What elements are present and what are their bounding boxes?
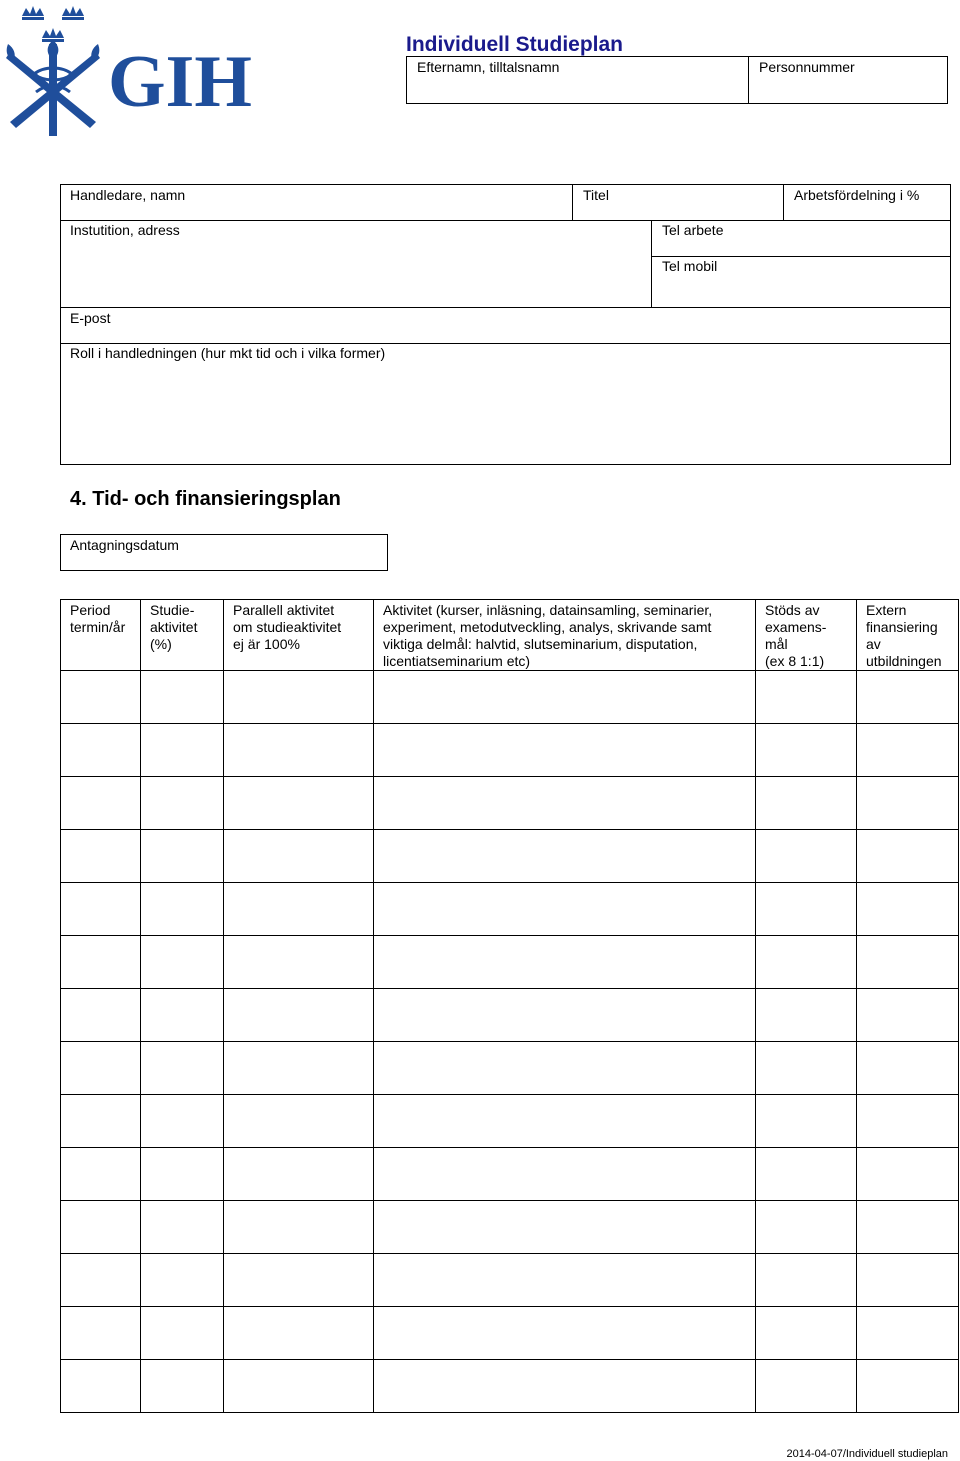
table-cell[interactable] <box>61 777 141 830</box>
table-cell[interactable] <box>224 989 374 1042</box>
gih-logo <box>4 4 256 138</box>
table-cell[interactable] <box>61 1360 141 1413</box>
table-cell[interactable] <box>374 671 756 724</box>
logo-text: GIH <box>108 41 252 123</box>
table-cell[interactable] <box>756 883 857 936</box>
table-cell[interactable] <box>141 1095 224 1148</box>
divider <box>572 184 573 220</box>
table-row <box>61 724 959 777</box>
table-cell[interactable] <box>141 1254 224 1307</box>
table-cell[interactable] <box>374 1095 756 1148</box>
table-row <box>61 989 959 1042</box>
table-cell[interactable] <box>756 936 857 989</box>
table-cell[interactable] <box>224 1201 374 1254</box>
table-row <box>61 1042 959 1095</box>
table-row <box>61 883 959 936</box>
table-cell[interactable] <box>756 830 857 883</box>
table-cell[interactable] <box>141 1042 224 1095</box>
table-cell[interactable] <box>857 724 959 777</box>
table-cell[interactable] <box>374 883 756 936</box>
table-cell[interactable] <box>141 989 224 1042</box>
footer-text: 2014-04-07/Individuell studieplan <box>786 1448 948 1460</box>
surname-label: Efternamn, tilltalsnamn <box>417 59 560 75</box>
table-cell[interactable] <box>756 1307 857 1360</box>
table-cell[interactable] <box>224 1360 374 1413</box>
table-cell[interactable] <box>224 777 374 830</box>
table-cell[interactable] <box>857 1307 959 1360</box>
table-cell[interactable] <box>374 1042 756 1095</box>
table-cell[interactable] <box>857 1148 959 1201</box>
table-cell[interactable] <box>224 830 374 883</box>
table-cell[interactable] <box>224 1095 374 1148</box>
table-cell[interactable] <box>224 1307 374 1360</box>
table-cell[interactable] <box>756 1042 857 1095</box>
table-cell[interactable] <box>61 1095 141 1148</box>
column-header-parallel-activity: Parallell aktivitet om studieaktivitet ej är 100% <box>224 600 374 671</box>
divider <box>60 343 951 344</box>
table-cell[interactable] <box>61 936 141 989</box>
table-cell[interactable] <box>61 1148 141 1201</box>
table-cell[interactable] <box>756 1254 857 1307</box>
table-cell[interactable] <box>141 936 224 989</box>
table-cell[interactable] <box>857 1042 959 1095</box>
table-cell[interactable] <box>374 724 756 777</box>
table-cell[interactable] <box>61 1201 141 1254</box>
table-cell[interactable] <box>224 671 374 724</box>
divider <box>783 184 784 220</box>
section-heading: 4. Tid- och finansieringsplan <box>70 488 341 510</box>
table-cell[interactable] <box>61 671 141 724</box>
table-cell[interactable] <box>857 1201 959 1254</box>
table-row <box>61 671 959 724</box>
table-cell[interactable] <box>224 1254 374 1307</box>
table-cell[interactable] <box>857 671 959 724</box>
column-header-period: Period termin/år <box>61 600 141 671</box>
table-cell[interactable] <box>857 936 959 989</box>
table-cell[interactable] <box>756 1148 857 1201</box>
table-cell[interactable] <box>857 989 959 1042</box>
table-cell[interactable] <box>141 883 224 936</box>
tel-work-label: Tel arbete <box>662 222 724 238</box>
column-header-activity: Aktivitet (kurser, inläsning, datainsamling, seminarier, experiment, metodutveckling, analys, skrivande samt viktiga delmål: halvtid, slutseminarium, disputation, licentiatseminarium etc) <box>374 600 756 671</box>
supervisor-name-label: Handledare, namn <box>70 187 186 203</box>
divider <box>748 56 749 104</box>
divider <box>60 220 951 221</box>
table-cell[interactable] <box>61 1307 141 1360</box>
table-row <box>61 936 959 989</box>
table-cell[interactable] <box>141 1307 224 1360</box>
document-title: Individuell Studieplan <box>406 33 624 56</box>
table-cell[interactable] <box>61 989 141 1042</box>
table-cell[interactable] <box>756 1201 857 1254</box>
divider <box>60 307 951 308</box>
tel-mobile-label: Tel mobil <box>662 258 718 274</box>
personal-number-label: Personnummer <box>759 59 855 75</box>
table-cell[interactable] <box>857 777 959 830</box>
table-cell[interactable] <box>224 883 374 936</box>
table-row <box>61 1095 959 1148</box>
table-cell[interactable] <box>61 724 141 777</box>
table-cell[interactable] <box>224 1148 374 1201</box>
table-cell[interactable] <box>374 830 756 883</box>
table-cell[interactable] <box>857 1360 959 1413</box>
table-row <box>61 1254 959 1307</box>
table-header-row <box>61 600 959 671</box>
table-body <box>61 671 959 1413</box>
time-funding-plan-table <box>60 599 959 1413</box>
table-cell[interactable] <box>374 1254 756 1307</box>
table-cell[interactable] <box>141 1148 224 1201</box>
table-row <box>61 1148 959 1201</box>
column-header-degree-goals: Stöds av examens- mål (ex 8 1:1) <box>756 600 857 671</box>
table-cell[interactable] <box>857 1254 959 1307</box>
supervision-role-label: Roll i handledningen (hur mkt tid och i vilka former) <box>70 345 386 361</box>
table-cell[interactable] <box>374 1307 756 1360</box>
table-cell[interactable] <box>756 1360 857 1413</box>
table-cell[interactable] <box>857 883 959 936</box>
table-cell[interactable] <box>224 1042 374 1095</box>
table-cell[interactable] <box>756 671 857 724</box>
supervisor-title-label: Titel <box>583 187 609 203</box>
table-cell[interactable] <box>224 936 374 989</box>
email-label: E-post <box>70 310 111 326</box>
table-cell[interactable] <box>61 830 141 883</box>
table-cell[interactable] <box>61 1042 141 1095</box>
table-row <box>61 1201 959 1254</box>
work-share-label: Arbetsfördelning i % <box>794 187 920 203</box>
table-cell[interactable] <box>756 724 857 777</box>
institution-address-label: Instutition, adress <box>70 222 180 238</box>
column-header-study-activity: Studie- aktivitet (%) <box>141 600 224 671</box>
supervisor-box <box>60 184 951 465</box>
table-cell[interactable] <box>374 989 756 1042</box>
table-cell[interactable] <box>141 830 224 883</box>
divider <box>651 220 652 307</box>
table-cell[interactable] <box>374 1201 756 1254</box>
crossed-torches-icon <box>6 40 100 136</box>
table-cell[interactable] <box>756 777 857 830</box>
table-cell[interactable] <box>141 724 224 777</box>
table-cell[interactable] <box>756 989 857 1042</box>
table-cell[interactable] <box>756 1095 857 1148</box>
table-cell[interactable] <box>374 777 756 830</box>
table-cell[interactable] <box>857 1095 959 1148</box>
table-row <box>61 830 959 883</box>
crown-icon <box>22 6 84 42</box>
table-cell[interactable] <box>141 1201 224 1254</box>
table-row <box>61 1307 959 1360</box>
table-cell[interactable] <box>857 830 959 883</box>
table-cell[interactable] <box>141 777 224 830</box>
divider <box>651 256 951 257</box>
table-cell[interactable] <box>61 883 141 936</box>
table-cell[interactable] <box>224 724 374 777</box>
table-cell[interactable] <box>61 1254 141 1307</box>
table-row <box>61 777 959 830</box>
table-cell[interactable] <box>374 1360 756 1413</box>
table-row <box>61 1360 959 1413</box>
table-cell[interactable] <box>141 1360 224 1413</box>
table-cell[interactable] <box>141 671 224 724</box>
column-header-external-funding: Extern finansiering av utbildningen <box>857 600 959 671</box>
table-cell[interactable] <box>374 936 756 989</box>
admission-date-label: Antagningsdatum <box>70 537 179 553</box>
table-cell[interactable] <box>374 1148 756 1201</box>
